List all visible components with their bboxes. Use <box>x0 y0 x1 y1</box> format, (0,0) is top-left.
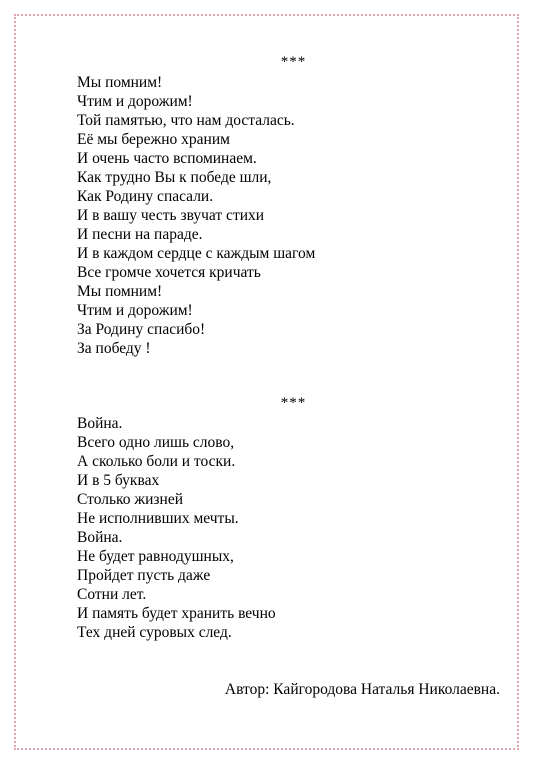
poem-2 <box>77 414 276 642</box>
poem-line: Столько жизней <box>77 491 184 508</box>
poem-1 <box>77 73 315 358</box>
poem-line: И в каждом сердце с каждым шагом <box>77 245 316 262</box>
poem-line: Той памятью, что нам досталась. <box>77 112 295 129</box>
poem-line: Война. <box>77 529 123 546</box>
poem-line: Сотни лет. <box>77 586 147 603</box>
poem-line: За победу ! <box>77 340 151 357</box>
stanza-separator: *** <box>280 54 307 70</box>
poem-line: И в вашу честь звучат стихи <box>77 207 265 224</box>
poem-line: И память будет хранить вечно <box>77 605 276 622</box>
poem-line: А сколько боли и тоски. <box>77 453 236 470</box>
poem-line: Чтим и дорожим! <box>77 302 193 319</box>
poem-line: И в 5 буквах <box>77 472 160 489</box>
author-signature: Автор: Кайгородова Наталья Николаевна. <box>224 681 500 698</box>
poem-line: И песни на параде. <box>77 226 203 243</box>
poem-line: И очень часто вспоминаем. <box>77 150 257 167</box>
poem-line: Пройдет пусть даже <box>77 567 211 584</box>
poem-line: За Родину спасибо! <box>77 321 206 338</box>
poem-line: Мы помним! <box>77 74 163 91</box>
poem-line: Война. <box>77 415 123 432</box>
poem-line: Не будет равнодушных, <box>77 548 234 565</box>
poem-line: Все громче хочется кричать <box>77 264 261 281</box>
poem-line: Мы помним! <box>77 283 163 300</box>
poem-line: Её мы бережно храним <box>77 131 230 148</box>
poem-line: Не исполнивших мечты. <box>77 510 239 527</box>
poem-line: Всего одно лишь слово, <box>77 434 235 451</box>
poem-line: Чтим и дорожим! <box>77 93 193 110</box>
poem-line: Как Родину спасали. <box>77 188 214 205</box>
poem-line: Тех дней суровых след. <box>77 624 232 641</box>
stanza-separator: *** <box>280 395 307 411</box>
poem-line: Как трудно Вы к победе шли, <box>77 169 272 186</box>
